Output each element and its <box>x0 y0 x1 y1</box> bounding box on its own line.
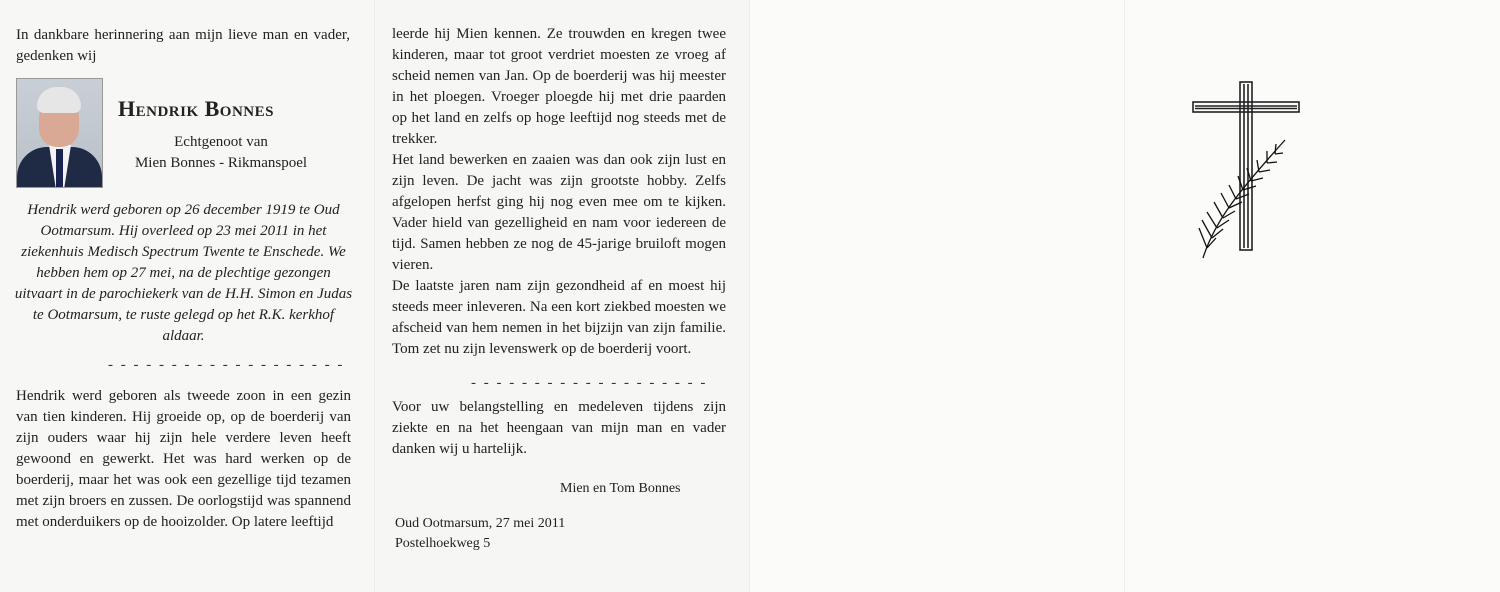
life-story-part-1: Hendrik werd geboren als tweede zoon in een gezin van tien kinderen. Hij groeide op, op de boerderij van zijn ouders waar hij zijn hele verdere leven heeft gewoond en gewerkt. Het was hard werken op de boerderij, maar het was ook een gezellige tijd tezamen met zijn broers en zussen. De oorlogstijd was spannend met onderduikers op de hooizolder. Op latere leeftijd <box>16 388 351 530</box>
spouse-line-1: Echtgenoot van <box>174 134 268 150</box>
card-panel-back-left <box>750 0 1125 592</box>
card-panel-left <box>0 0 375 592</box>
place-date: Oud Ootmarsum, 27 mei 2011 <box>395 516 566 531</box>
spouse-line-2: Mien Bonnes - Rikmanspoel <box>134 155 308 171</box>
life-story-part-4: De laatste jaren nam zijn gezondheid af en moest hij steeds meer inleveren. Na een kort ziekbed moesten we afscheid van hem nemen in het bijzijn van zijn familie. Tom zet nu zijn levenswerk op de boerderij voort. <box>392 278 726 357</box>
deceased-name: Hendrik Bonnes <box>118 96 274 121</box>
cross-with-palm-icon <box>1185 80 1310 265</box>
card-panel-middle <box>375 0 750 592</box>
divider-left: - - - - - - - - - - - - - - - - - - - <box>108 357 345 373</box>
spouse-info <box>108 132 334 174</box>
card-panel-back-right <box>1125 0 1500 592</box>
address: Postelhoekweg 5 <box>395 536 491 551</box>
family-signature: Mien en Tom Bonnes <box>560 481 681 496</box>
life-story-part-2: leerde hij Mien kennen. Ze trouwden en kregen twee kinderen, maar tot groot verdriet moesten ze vroeg af scheid nemen van Jan. Op de boerderij was hij meester in het ploegen. Vroeger ploegde hij met drie paarden op het land en zelfs op hoge leeftijd nog steeds met de trekker. <box>392 26 726 147</box>
life-story-part-3: Het land bewerken en zaaien was dan ook zijn lust en zijn leven. De jacht was zijn grootste hobby. Zelfs afgelopen herfst ging hij nog even mee om te kijken. Vader hield van gezelligheid en nam voor iedereen de tijd. Samen hebben ze nog de 45-jarige bruiloft mogen vieren. <box>392 152 726 273</box>
place-and-address <box>395 514 565 554</box>
divider-middle: - - - - - - - - - - - - - - - - - - - <box>471 375 708 391</box>
portrait-photo <box>16 78 103 188</box>
biography-italic: Hendrik werd geboren op 26 december 1919 te Oud Ootmarsum. Hij overleed op 23 mei 2011 in het ziekenhuis Medisch Spectrum Twente te Enschede. We hebben hem op 27 mei, na de plechtige gezongen uitvaart in de parochiekerk van de H.H. Simon en Judas te Ootmarsum, te ruste gelegd op het R.K. kerkhof aldaar. <box>14 202 353 344</box>
intro-text: In dankbare herinnering aan mijn lieve man en vader, gedenken wij <box>16 27 350 64</box>
thanks-text: Voor uw belangstelling en medeleven tijdens zijn ziekte en na het heengaan van mijn man en vader danken wij u hartelijk. <box>392 399 726 457</box>
